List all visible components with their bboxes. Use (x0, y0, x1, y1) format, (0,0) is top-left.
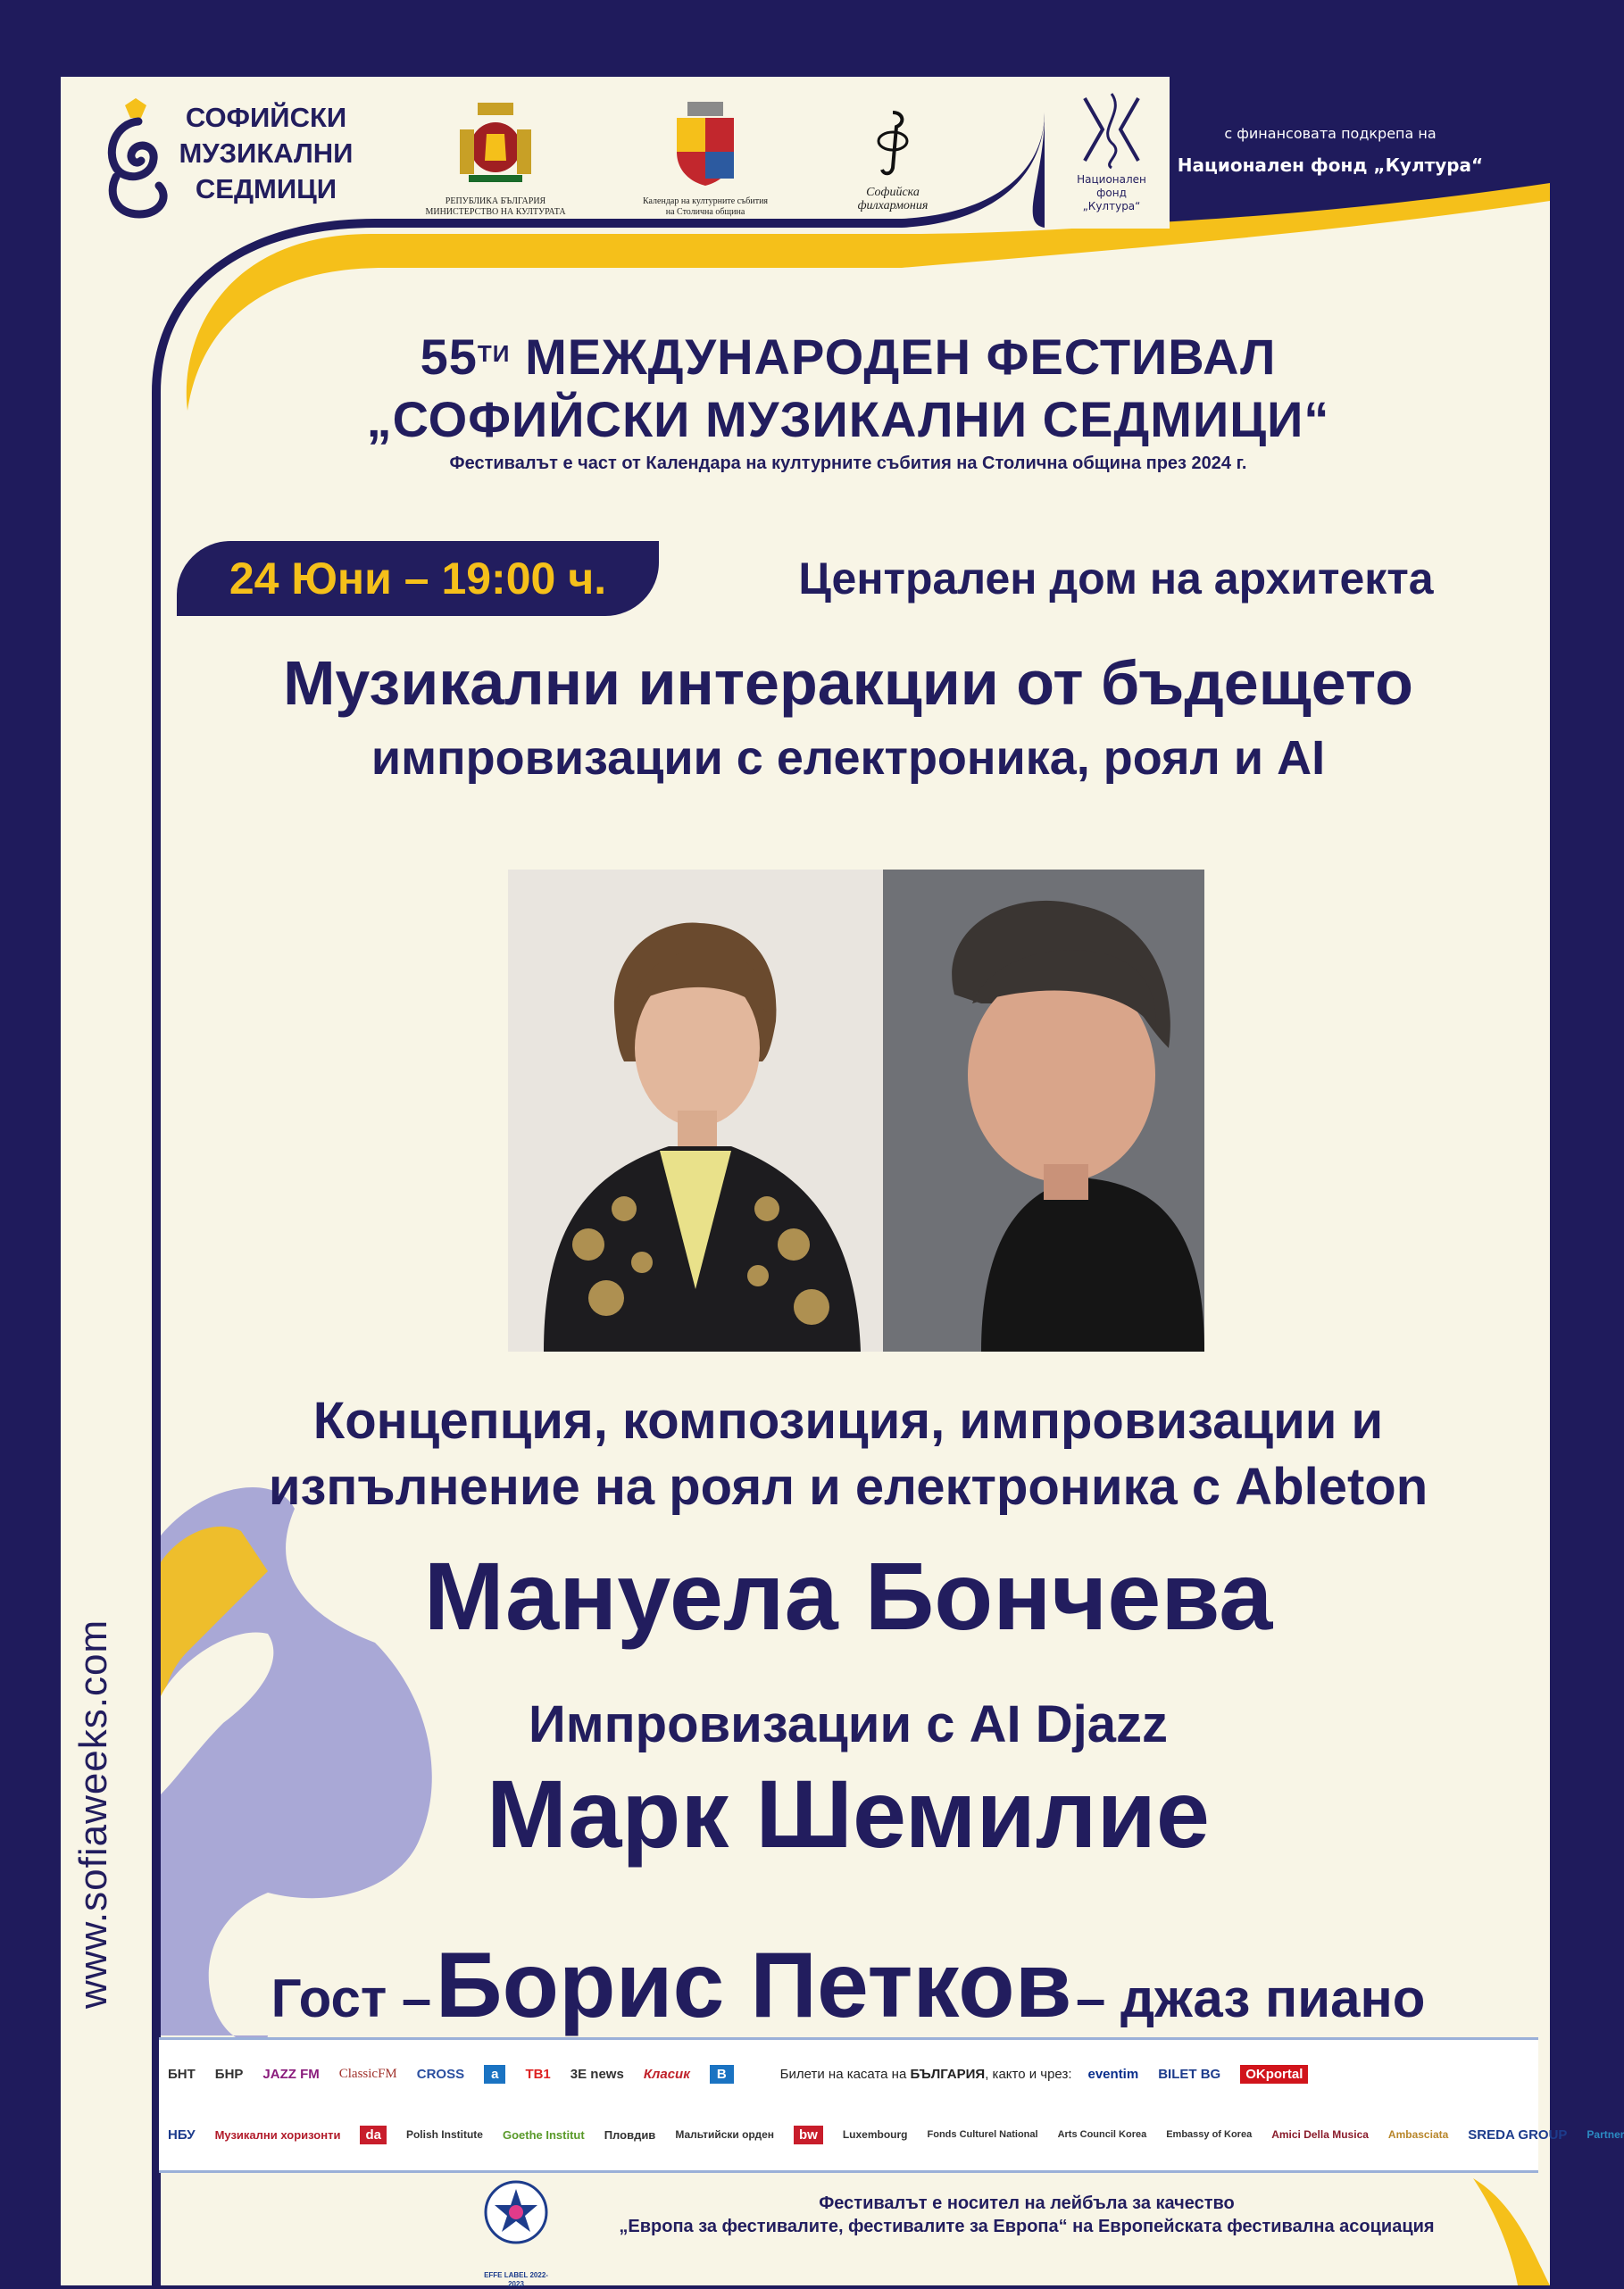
sponsor-logo: Пловдив (604, 2127, 656, 2142)
guest-performer-line (161, 1933, 1536, 2039)
sponsor-logo: JAZZ FM (262, 2066, 320, 2082)
footer-line-2: „Европа за фестивалите, фестивалите за Европа“ на Европейската фестивална асоциация (619, 2217, 1435, 2236)
municipality-caption-1: Календар на културните събития (642, 196, 769, 206)
photo-manuela-boncheva (508, 870, 883, 1352)
logo-line-1: СОФИЙСКИ (185, 102, 347, 133)
photo-marc-chemillier (883, 870, 1204, 1352)
sponsor-logo: Embassy of Korea (1166, 2129, 1253, 2140)
municipality-caption-2: на Столична община (665, 207, 745, 217)
program-title-main: Музикални интеракции от бъдещето (283, 648, 1413, 718)
sponsor-logo: da (360, 2126, 387, 2144)
national-fund-logo (1058, 89, 1165, 213)
sponsor-logo: Мальтийски орден (675, 2128, 774, 2141)
sponsor-logo: БНР (214, 2066, 244, 2082)
quality-label-note (536, 2192, 1518, 2238)
sponsor-logo: НБУ (168, 2127, 196, 2143)
ministry-caption-2: МИНИСТЕРСТВО НА КУЛТУРАТА (425, 207, 566, 217)
sponsor-logo: БНТ (168, 2066, 196, 2082)
effe-badge-text: EFFE LABEL 2022-2023 (484, 2271, 548, 2288)
ticket-partner-logo: OKportal (1240, 2065, 1308, 2084)
festival-logo-icon (98, 96, 179, 221)
ai-improvisation-line: Импровизации с AI Djazz (529, 1695, 1168, 1753)
guest-name: Борис Петков (435, 1934, 1072, 2037)
tickets-text (780, 2067, 1072, 2082)
sponsor-logo: Goethe Institut (502, 2127, 585, 2142)
support-line-1: с финансовата подкрепа на (1224, 125, 1437, 142)
festival-title-line-1 (161, 326, 1536, 388)
sponsor-logo: Ambasciata (1387, 2128, 1449, 2141)
concept-credits (161, 1388, 1536, 1520)
sponsor-logo: 3E news (570, 2066, 624, 2082)
sponsor-logo: Polish Institute (405, 2128, 483, 2141)
philharmonic-caption-1: Софийска (866, 186, 920, 199)
sponsor-logo: Музикални хоризонти (214, 2127, 341, 2142)
festival-type: МЕЖДУНАРОДЕН ФЕСТИВАЛ (525, 329, 1277, 385)
festival-logo (98, 89, 357, 223)
sofia-crest-icon (670, 98, 741, 187)
portrait-man-image (883, 870, 1204, 1352)
fund-caption-3: „Култура“ (1082, 200, 1141, 212)
tickets-brand: БЪЛГАРИЯ (910, 2066, 986, 2082)
philharmonic-caption-2: филхармония (857, 199, 929, 212)
sponsor-row-1 (168, 2049, 1529, 2099)
philharmonic-logo (835, 105, 951, 212)
festival-calendar-note: Фестивалът е част от Календара на културните събития на Столична община през 2024 г. (449, 454, 1247, 473)
sponsor-logos-strip (159, 2037, 1624, 2173)
sponsor-logo: Arts Council Korea (1057, 2129, 1147, 2140)
financial-support-text (1161, 125, 1500, 176)
sponsor-logo: Класик (643, 2066, 690, 2082)
concept-line-2: изпълнение на роял и електроника с Ableton (268, 1458, 1428, 1516)
sponsor-logo: Fonds Culturel National (927, 2129, 1038, 2140)
sponsor-logo: Luxembourg (842, 2128, 908, 2141)
logo-line-2: МУЗИКАЛНИ (179, 137, 354, 169)
performer-marc-chemillier: Марк Шемилие (487, 1760, 1210, 1868)
logo-line-3: СЕДМИЦИ (195, 173, 337, 204)
fund-caption-2: фонд (1096, 187, 1127, 199)
footer-line-1: Фестивалът е носител на лейбъла за качество (819, 2193, 1235, 2213)
sponsor-row-2 (168, 2110, 1624, 2160)
support-line-2: Национален фонд „Култура“ (1177, 154, 1484, 176)
sponsor-logo: Amici Della Musica (1271, 2128, 1369, 2141)
ministry-caption-1: РЕПУБЛИКА БЪЛГАРИЯ (445, 196, 546, 206)
municipality-logo (634, 98, 777, 218)
ticket-partner-logo: BILET BG (1158, 2066, 1221, 2082)
sponsor-logo: B (710, 2065, 734, 2084)
philharmonic-icon (866, 105, 920, 177)
concept-line-1: Концепция, композиция, импровизации и (312, 1392, 1384, 1450)
fund-culture-icon (1076, 89, 1147, 170)
sponsor-logo: ClassicFM (338, 2066, 397, 2081)
festival-title (161, 326, 1536, 476)
sponsor-logo: CROSS (416, 2066, 465, 2082)
coat-of-arms-icon (451, 98, 540, 187)
tickets-text-prefix: Билети на касата на (779, 2066, 907, 2082)
event-date-time: 24 Юни – 19:00 ч. (177, 541, 659, 616)
festival-title-line-2: „СОФИЙСКИ МУЗИКАЛНИ СЕДМИЦИ“ (366, 391, 1330, 447)
tickets-text-suffix: , както и чрез: (985, 2066, 1072, 2082)
program-title-sub: импровизации с електроника, роял и AI (371, 731, 1326, 785)
ministry-logo (420, 98, 571, 218)
sponsor-logo: a (484, 2065, 505, 2084)
portrait-woman-image (508, 870, 883, 1352)
guest-suffix: – джаз пиано (1075, 1969, 1426, 2028)
website-link[interactable]: www.sofiaweeks.com (71, 1619, 115, 2009)
guest-prefix: Гост – (271, 1969, 432, 2028)
sponsor-logo: SREDA GROUP (1468, 2127, 1568, 2143)
event-venue: Централен дом на архитекта (798, 554, 1434, 603)
sponsor-logo: ТВ1 (525, 2066, 551, 2082)
fund-caption-1: Национален (1077, 173, 1146, 186)
sponsor-logo: bw (794, 2126, 823, 2144)
performer-manuela-boncheva: Мануела Бончева (423, 1542, 1273, 1650)
sponsor-logo: Partner (1587, 2128, 1624, 2141)
edition-number: 55 (420, 329, 478, 385)
ticket-partner-logo: eventim (1087, 2066, 1139, 2082)
edition-suffix: ТИ (477, 340, 511, 367)
program-title (161, 643, 1536, 793)
